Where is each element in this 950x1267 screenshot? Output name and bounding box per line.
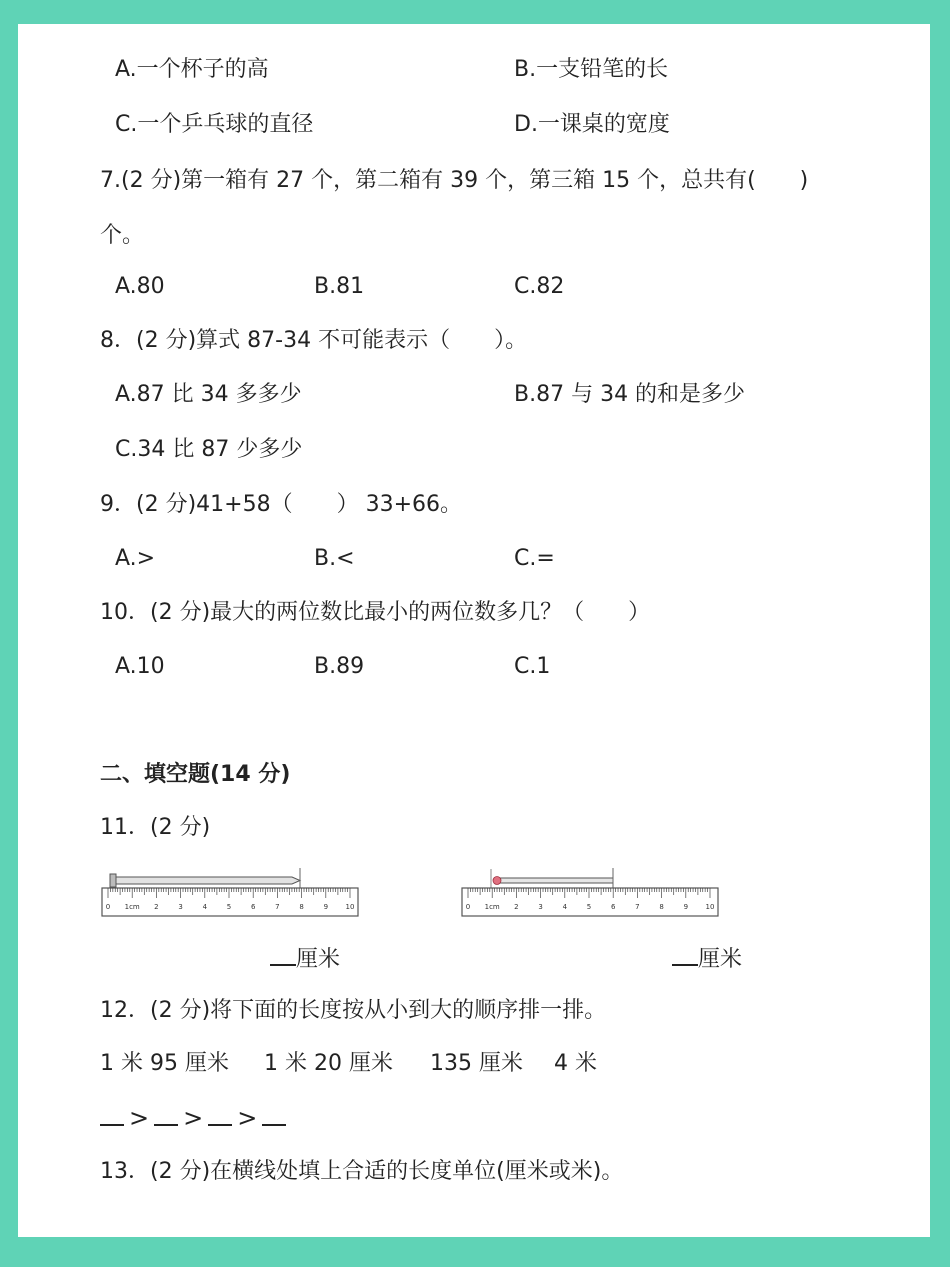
pin-head (493, 877, 501, 885)
gt-sign: > (183, 1104, 204, 1132)
q6-option-c: C.一个乒乓球的直径 (115, 112, 314, 137)
order-blank-4[interactable] (262, 1104, 286, 1126)
q9-option-b: B.< (314, 546, 355, 571)
q12-item-3: 135 厘米 (430, 1051, 523, 1076)
q9-option-a: A.> (115, 546, 156, 571)
q8-stem: 8．(2 分)算式 87-34 不可能表示（ ）。 (100, 328, 528, 353)
gt-sign: > (237, 1104, 258, 1132)
q11-answer-right[interactable] (672, 944, 742, 974)
q7-option-b: B.81 (314, 274, 365, 299)
ruler-label: 5 (586, 903, 592, 911)
q12-item-2: 1 米 20 厘米 (264, 1051, 393, 1076)
q10-option-b: B.89 (314, 654, 365, 679)
q10-option-a: A.10 (115, 654, 165, 679)
answer-blank[interactable] (270, 944, 296, 966)
ruler-body (102, 888, 358, 916)
ruler-label: 7 (275, 903, 280, 911)
nail-figure (110, 868, 300, 888)
ruler-label: 10 (345, 903, 355, 911)
ruler-label: 6 (610, 903, 616, 911)
gt-sign: > (129, 1104, 150, 1132)
ruler-label: 4 (202, 903, 208, 911)
q6-option-b: B.一支铅笔的长 (514, 57, 669, 82)
q12-stem: 12．(2 分)将下面的长度按从小到大的顺序排一排。 (100, 998, 607, 1023)
q8-option-b: B.87 与 34 的和是多少 (514, 382, 746, 407)
section-title: 二、填空题(14 分) (100, 762, 291, 787)
ruler-label: 8 (659, 903, 664, 911)
ruler-label: 8 (299, 903, 304, 911)
answer-blank[interactable] (672, 944, 698, 966)
q6-option-a: A.一个杯子的高 (115, 57, 269, 82)
q11-answer-left[interactable] (270, 944, 340, 974)
q12-order-chain (100, 1104, 286, 1134)
ruler-label: 10 (705, 903, 715, 911)
ruler-label: 3 (178, 903, 183, 911)
ruler-left-illustration (100, 864, 362, 920)
ruler-label: 9 (683, 903, 689, 911)
q11-stem: 11．(2 分) (100, 815, 211, 840)
order-blank-2[interactable] (154, 1104, 178, 1126)
order-blank-3[interactable] (208, 1104, 232, 1126)
ruler-label: 5 (226, 903, 232, 911)
ruler-right-illustration (460, 864, 722, 920)
ruler-label: 2 (514, 903, 519, 911)
ruler-label: 4 (562, 903, 568, 911)
ruler-label: 6 (250, 903, 256, 911)
q13-stem: 13．(2 分)在横线处填上合适的长度单位(厘米或米)。 (100, 1159, 624, 1184)
q8-option-c: C.34 比 87 少多少 (115, 437, 303, 462)
ruler-label: 1cm (124, 903, 140, 911)
q10-stem: 10．(2 分)最大的两位数比最小的两位数多几？（ ） (100, 600, 651, 625)
ruler-label: 0 (105, 903, 111, 911)
q8-option-a: A.87 比 34 多多少 (115, 382, 302, 407)
unit-label: 厘米 (698, 947, 743, 972)
q7-stem-cont: 个。 (100, 223, 145, 248)
order-blank-1[interactable] (100, 1104, 124, 1126)
ruler-label: 3 (538, 903, 543, 911)
q9-stem: 9．(2 分)41+58（ ） 33+66。 (100, 492, 462, 517)
ruler-label: 9 (323, 903, 329, 911)
q7-option-a: A.80 (115, 274, 165, 299)
q7-option-c: C.82 (514, 274, 565, 299)
ruler-label: 1cm (484, 903, 500, 911)
ruler-label: 2 (154, 903, 159, 911)
exam-paper (18, 24, 930, 1237)
unit-label: 厘米 (296, 947, 341, 972)
pin-figure (491, 868, 613, 888)
q7-stem: 7.(2 分)第一箱有 27 个，第二箱有 39 个，第三箱 15 个，总共有( ) (100, 168, 809, 193)
q6-option-d: D.一课桌的宽度 (514, 112, 670, 137)
ruler-label: 0 (465, 903, 471, 911)
q12-item-1: 1 米 95 厘米 (100, 1051, 229, 1076)
ruler-label: 7 (635, 903, 640, 911)
q9-option-c: C.= (514, 546, 555, 571)
q12-item-4: 4 米 (554, 1051, 597, 1076)
ruler-body (462, 888, 718, 916)
q10-option-c: C.1 (514, 654, 551, 679)
